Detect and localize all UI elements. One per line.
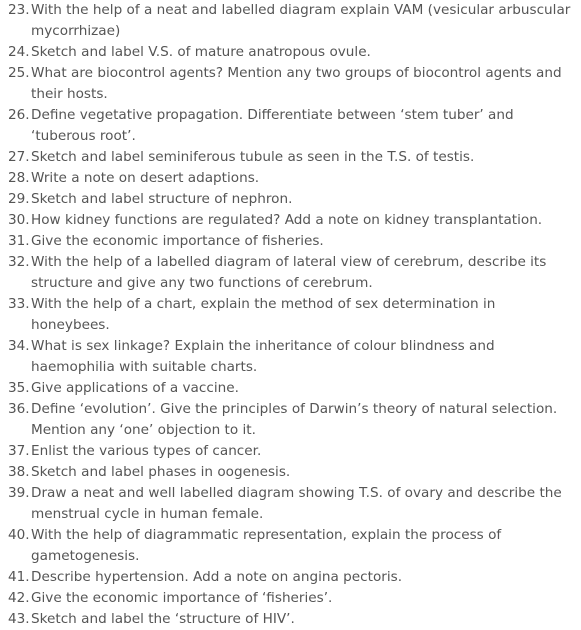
question-item (8, 252, 577, 294)
question-text: Draw a neat and well labelled diagram showing T.S. of ovary and describe the menstrual cycle in human female. (31, 485, 562, 522)
question-number: 27. (8, 149, 30, 165)
question-number: 42. (8, 590, 30, 606)
question-text: Sketch and label structure of nephron. (31, 191, 293, 207)
question-number: 29. (8, 191, 30, 207)
question-item (8, 525, 577, 567)
question-number: 34. (8, 338, 30, 354)
question-number: 28. (8, 170, 30, 186)
question-text: With the help of a chart, explain the method of sex determination in honeybees. (31, 296, 496, 333)
question-number: 38. (8, 464, 30, 480)
question-item (8, 609, 577, 630)
question-item (8, 147, 577, 168)
question-number: 43. (8, 611, 30, 627)
question-text: How kidney functions are regulated? Add a note on kidney transplantation. (31, 212, 543, 228)
question-number: 33. (8, 296, 30, 312)
question-text: Describe hypertension. Add a note on angina pectoris. (31, 569, 403, 585)
question-number: 37. (8, 443, 30, 459)
question-text: Define ‘evolution’. Give the principles of Darwin’s theory of natural selection. Mention any ‘one’ objection to it. (31, 401, 558, 438)
question-number: 32. (8, 254, 30, 270)
question-text: With the help of diagrammatic representation, explain the process of gametogenesis. (31, 527, 502, 564)
question-number: 23. (8, 2, 30, 18)
question-text: With the help of a neat and labelled diagram explain VAM (vesicular arbuscular mycorrhizae) (31, 2, 571, 39)
question-number: 26. (8, 107, 30, 123)
question-text: What are biocontrol agents? Mention any two groups of biocontrol agents and their hosts. (31, 65, 562, 102)
question-item (8, 336, 577, 378)
question-item (8, 210, 577, 231)
question-item (8, 441, 577, 462)
question-text: Write a note on desert adaptions. (31, 170, 260, 186)
question-text: Give the economic importance of ‘fisheries’. (31, 590, 333, 606)
question-item (8, 294, 577, 336)
question-item (8, 588, 577, 609)
question-number: 35. (8, 380, 30, 396)
question-text: Sketch and label the ‘structure of HIV’. (31, 611, 295, 627)
question-text: Define vegetative propagation. Differentiate between ‘stem tuber’ and ‘tuberous root’. (31, 107, 514, 144)
question-number: 31. (8, 233, 30, 249)
question-text: With the help of a labelled diagram of lateral view of cerebrum, describe its structure and give any two functions of cerebrum. (31, 254, 547, 291)
question-item (8, 42, 577, 63)
question-item (8, 378, 577, 399)
question-item (8, 189, 577, 210)
question-item (8, 231, 577, 252)
question-number: 40. (8, 527, 30, 543)
question-item (8, 567, 577, 588)
question-number: 41. (8, 569, 30, 585)
question-item (8, 63, 577, 105)
question-text: What is sex linkage? Explain the inheritance of colour blindness and haemophilia with suitable charts. (31, 338, 495, 375)
question-text: Give the economic importance of fisheries. (31, 233, 324, 249)
question-text: Enlist the various types of cancer. (31, 443, 262, 459)
question-text: Sketch and label seminiferous tubule as seen in the T.S. of testis. (31, 149, 475, 165)
question-item (8, 0, 577, 42)
question-number: 24. (8, 44, 30, 60)
question-number: 39. (8, 485, 30, 501)
question-number: 36. (8, 401, 30, 417)
question-item (8, 105, 577, 147)
question-number: 30. (8, 212, 30, 228)
question-text: Sketch and label V.S. of mature anatropous ovule. (31, 44, 371, 60)
question-text: Give applications of a vaccine. (31, 380, 239, 396)
question-item (8, 168, 577, 189)
question-text: Sketch and label phases in oogenesis. (31, 464, 291, 480)
question-item (8, 483, 577, 525)
question-item (8, 462, 577, 483)
question-item (8, 399, 577, 441)
question-number: 25. (8, 65, 30, 81)
